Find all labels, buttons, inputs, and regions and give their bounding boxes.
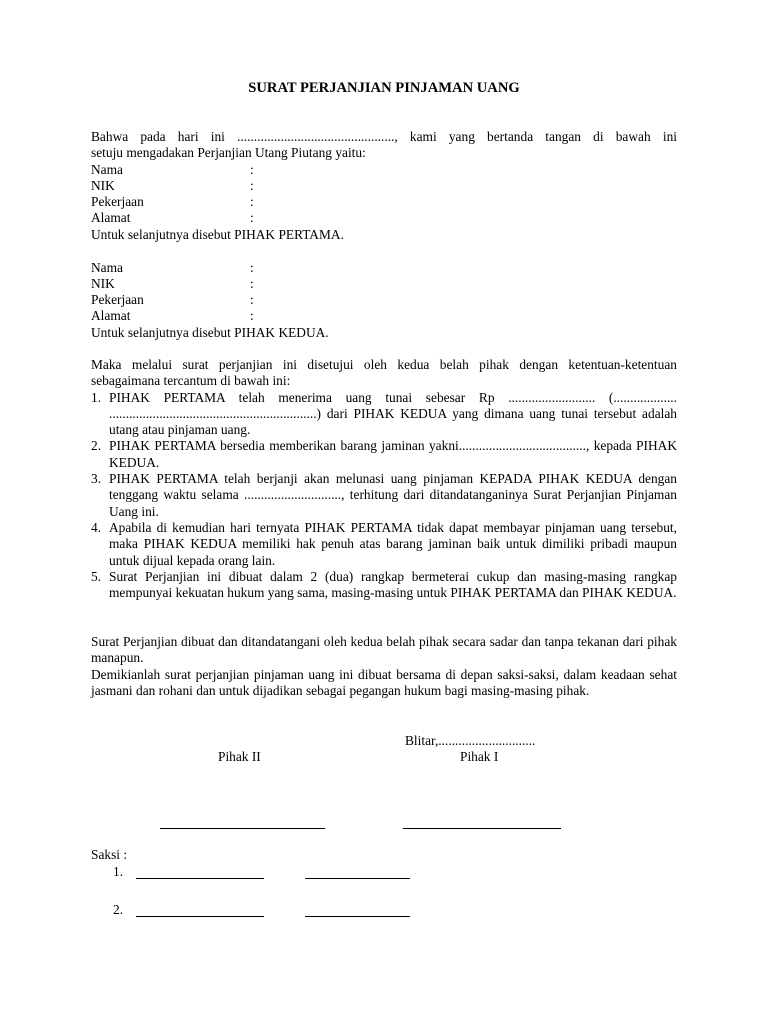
item-text: Apabila di kemudian hari ternyata PIHAK PERTAMA tidak dapat membayar pinjaman uang tersebut, maka PIHAK KEDUA memiliki hak penuh atas barang jaminan baik untuk dimiliki pribadi maupun untuk dijual kepada orang lain. xyxy=(109,519,677,568)
field-row xyxy=(91,276,677,292)
field-row xyxy=(91,292,677,308)
terms-intro-line-1: Maka melalui surat perjanjian ini disetujui oleh kedua belah pihak dengan ketentuan-ketentuan xyxy=(91,357,677,372)
signature-line-pihak-2 xyxy=(160,828,325,829)
party1-fields xyxy=(91,162,677,243)
field-row xyxy=(91,178,677,194)
party1-note: Untuk selanjutnya disebut PIHAK PERTAMA. xyxy=(91,226,344,242)
field-colon: : xyxy=(250,210,254,226)
place-date: Blitar,............................. xyxy=(405,733,536,748)
field-colon: : xyxy=(250,194,254,210)
item-number: 3. xyxy=(91,471,102,487)
field-colon: : xyxy=(250,292,254,308)
item-number: 4. xyxy=(91,519,102,535)
field-label: Pekerjaan xyxy=(91,292,144,308)
field-row xyxy=(91,260,677,276)
saksi-label: Saksi : xyxy=(91,847,128,862)
item-number: 1. xyxy=(91,389,102,405)
intro-line-1: Bahwa pada hari ini ..............................................., kami yang bertanda tangan di bawah ini xyxy=(91,129,677,144)
pihak-1-label: Pihak I xyxy=(460,749,499,765)
field-label: NIK xyxy=(91,177,115,193)
field-colon: : xyxy=(250,275,254,291)
closing-paragraph-2: Demikianlah surat perjanjian pinjaman uang ini dibuat bersama di depan saksi-saksi, dalam keadaan sehat jasmani dan rohani dan untuk dijadikan sebagai pegangan hukum bagi masing-masing pihak. xyxy=(91,666,677,698)
saksi-number: 1. xyxy=(113,864,124,879)
closing-paragraph-1: Surat Perjanjian dibuat dan ditandatangani oleh kedua belah pihak secara sadar dan tanpa tekanan dari pihak manapun. xyxy=(91,634,677,666)
item-text: PIHAK PERTAMA bersedia memberikan barang jaminan yakni......................................, kepada PIHAK KEDUA. xyxy=(109,438,677,470)
saksi-2-line-a xyxy=(136,916,264,917)
terms-intro-line-2: sebagaimana tercantum di bawah ini: xyxy=(91,373,291,389)
item-text: PIHAK PERTAMA telah menerima uang tunai sebesar Rp .......................... (................... ..............................................................) dari PIHAK KEDUA yang dimana uang tunai tersebut adalah utang atau pinjaman uang. xyxy=(109,389,677,438)
intro-line-2: setuju mengadakan Perjanjian Utang Piutang yaitu: xyxy=(91,145,366,161)
field-colon: : xyxy=(250,259,254,275)
item-text: Surat Perjanjian ini dibuat dalam 2 (dua) rangkap bermeterai cukup dan masing-masing rangkap mempunyai kekuatan hukum yang sama, masing-masing untuk PIHAK PERTAMA dan PIHAK KEDUA. xyxy=(109,568,677,601)
list-item xyxy=(91,569,677,602)
saksi-2-line-b xyxy=(305,916,410,917)
list-item xyxy=(91,438,677,471)
party2-fields xyxy=(91,260,677,341)
saksi-number: 2. xyxy=(113,902,124,917)
field-row xyxy=(91,308,677,324)
field-label: Alamat xyxy=(91,210,131,226)
field-label: Alamat xyxy=(91,308,131,324)
pihak-2-label: Pihak II xyxy=(218,749,261,765)
item-number: 2. xyxy=(91,438,102,454)
field-label: NIK xyxy=(91,275,115,291)
signature-line-pihak-1 xyxy=(403,828,561,829)
field-label: Nama xyxy=(91,161,123,177)
party2-note: Untuk selanjutnya disebut PIHAK KEDUA. xyxy=(91,324,329,340)
field-colon: : xyxy=(250,177,254,193)
document-title: SURAT PERJANJIAN PINJAMAN UANG xyxy=(248,80,520,96)
list-item xyxy=(91,520,677,569)
saksi-1-line-b xyxy=(305,878,410,879)
field-label: Nama xyxy=(91,259,123,275)
field-label: Pekerjaan xyxy=(91,194,144,210)
field-colon: : xyxy=(250,308,254,324)
field-colon: : xyxy=(250,161,254,177)
item-number: 5. xyxy=(91,568,102,584)
saksi-1-line-a xyxy=(136,878,264,879)
list-item xyxy=(91,390,677,439)
terms-list xyxy=(91,390,677,602)
field-row xyxy=(91,210,677,226)
item-text: PIHAK PERTAMA telah berjanji akan melunasi uang pinjaman KEPADA PIHAK KEDUA dengan tenggang waktu selama ............................., terhitung dari ditandatanganinya Surat Perjanjian Pinjaman Uang ini. xyxy=(109,471,677,519)
list-item xyxy=(91,471,677,520)
field-row xyxy=(91,162,677,178)
field-row xyxy=(91,194,677,210)
